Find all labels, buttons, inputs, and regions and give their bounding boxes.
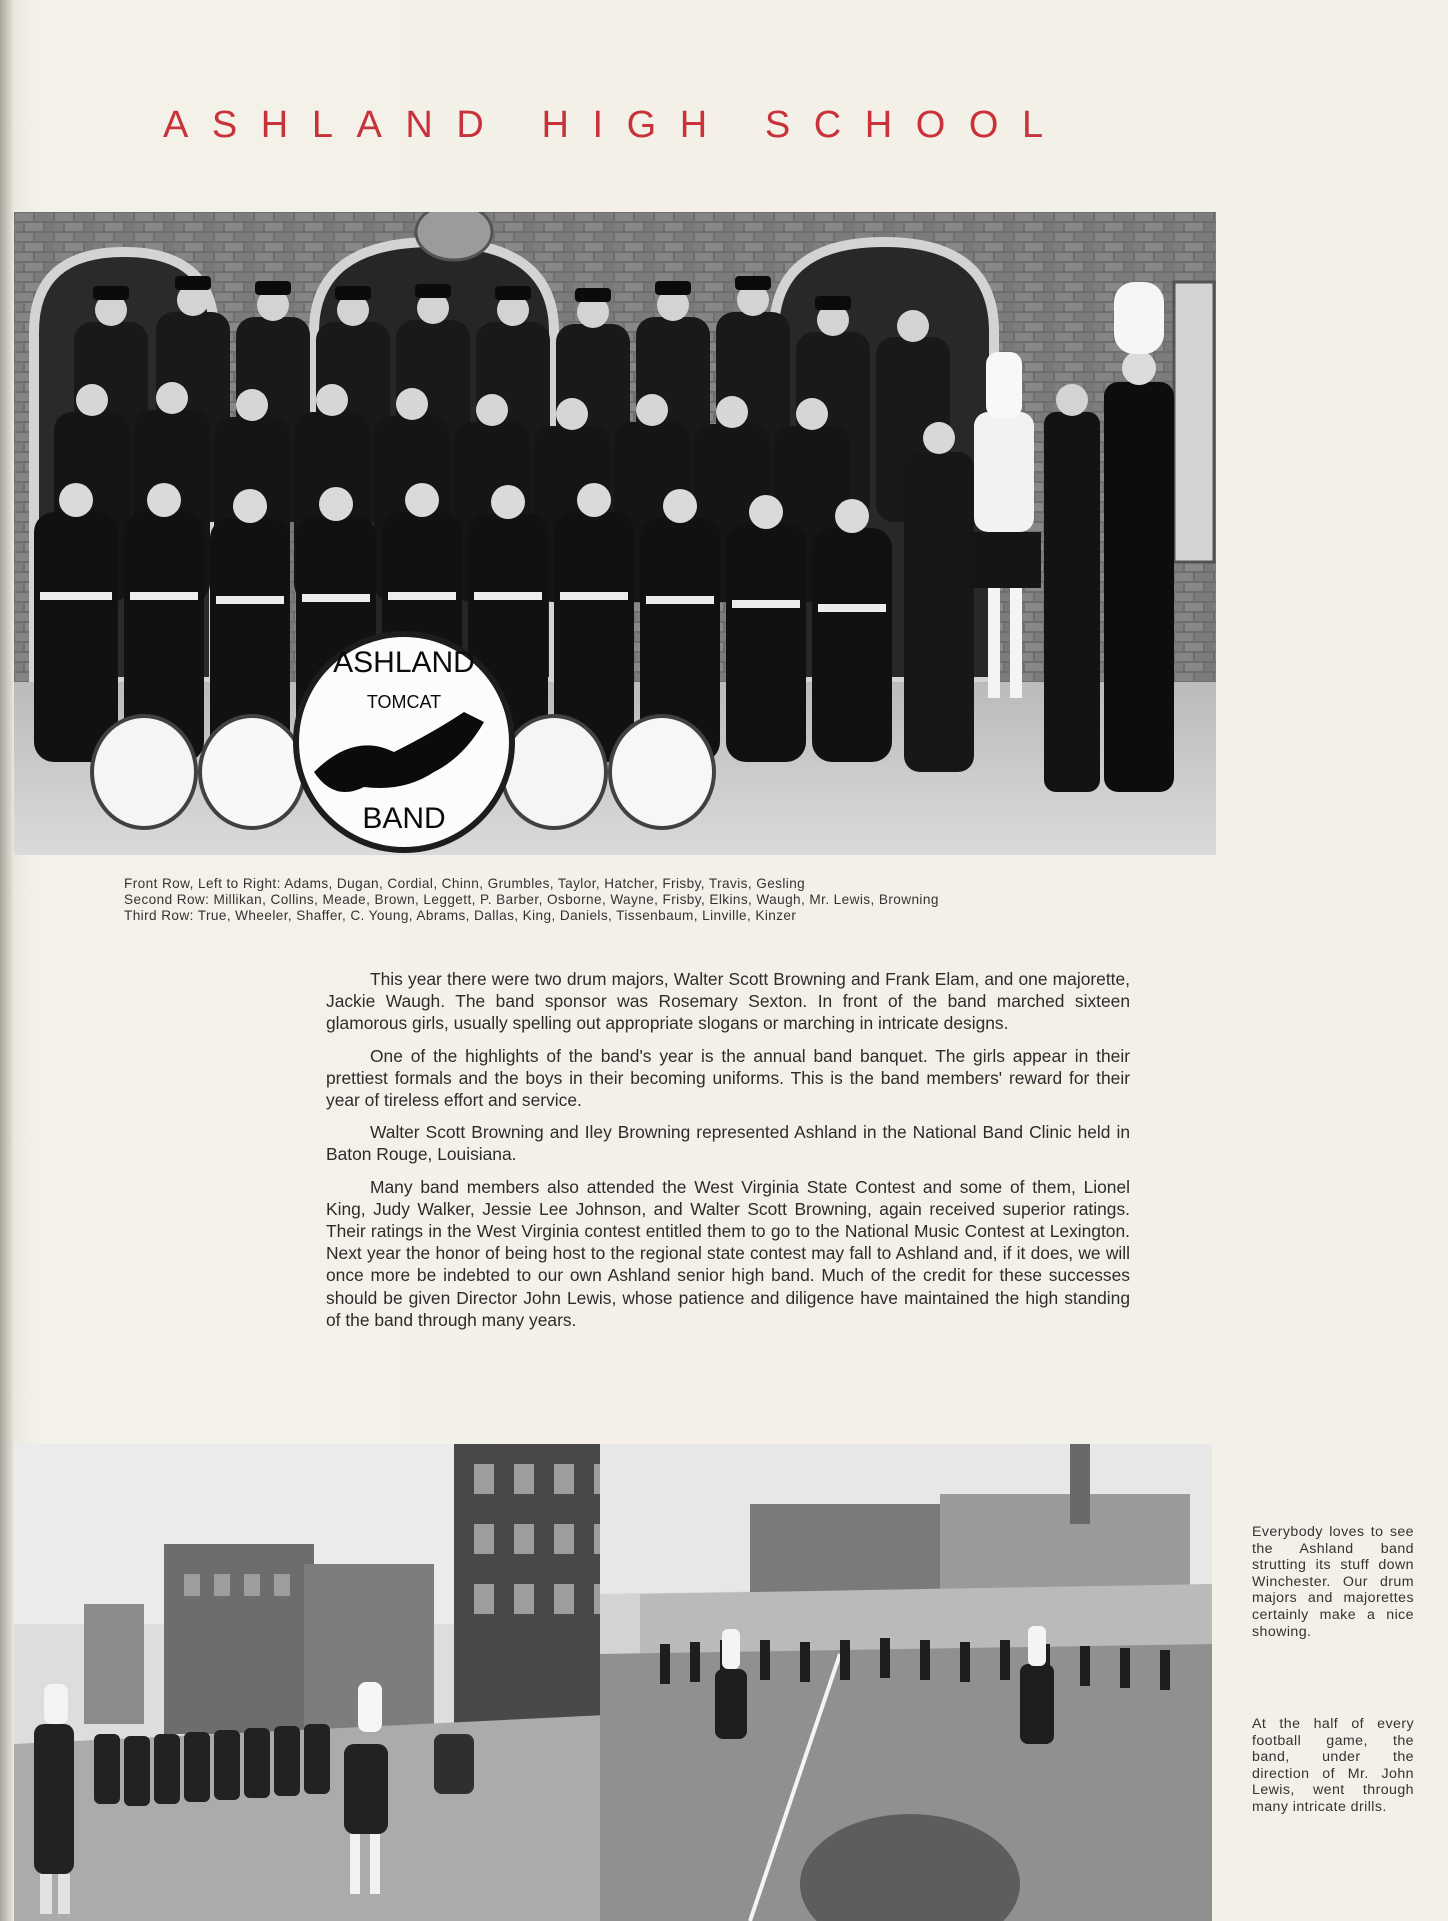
street-parade-photo-image [14, 1444, 626, 1921]
band-photo-caption [124, 876, 939, 924]
caption-second-row: Second Row: Millikan, Collins, Meade, Brown, Leggett, P. Barber, Osborne, Wayne, Frisby, Elkins, Waugh, Mr. Lewis, Browning [124, 892, 939, 907]
football-field-photo [600, 1444, 1212, 1921]
caption-third-row: Third Row: True, Wheeler, Shaffer, C. Young, Abrams, Dallas, King, Daniels, Tissenbaum, Linville, Kinzer [124, 908, 797, 923]
band-group-photo [14, 212, 1216, 855]
street-parade-photo [14, 1444, 626, 1921]
drum-text-bottom: BAND [362, 802, 446, 835]
drum-text-top: ASHLAND [333, 646, 475, 679]
caption-front-row: Front Row, Left to Right: Adams, Dugan, Cordial, Chinn, Grumbles, Taylor, Hatcher, Frisby, Travis, Gesling [124, 876, 806, 891]
field-photo-caption: At the half of every football game, the band, under the direction of Mr. John Lewis, went through many intricate drills. [1252, 1716, 1414, 1815]
drum-text-middle: TOMCAT [366, 692, 442, 712]
article-body [326, 968, 1130, 1341]
page-title: ASHLAND HIGH SCHOOL [163, 104, 1067, 146]
article-paragraph: This year there were two drum majors, Walter Scott Browning and Frank Elam, and one majorette, Jackie Waugh. The band sponsor was Rosemary Sexton. In front of the band marched sixteen glamorous girls, usually spelling out appropriate slogans or marching in intricate designs. [326, 969, 1130, 1034]
page-binding-shadow [0, 0, 14, 1921]
band-group-photo-image [14, 212, 1216, 855]
football-field-photo-image [600, 1444, 1212, 1921]
article-paragraph: Many band members also attended the West Virginia State Contest and some of them, Lionel King, Judy Walker, Jessie Lee Johnson, and Walter Scott Browning, again received superior ratings. Their ratings in the West Virginia contest entitled them to go to the National Music Contest at Lexington. Next year the honor of being host to the regional state contest may fall to Ashland and, if it does, we will once more be indebted to our own Ashland senior high band. Much of the credit for these successes should be given Director John Lewis, whose patience and diligence have maintained the high standing of the band through many years. [326, 1176, 1130, 1330]
article-paragraph: One of the highlights of the band's year is the annual band banquet. The girls appear in their prettiest formals and the boys in their becoming uniforms. This is the band members' reward for their year of tireless effort and service. [326, 1045, 1130, 1111]
street-photo-caption: Everybody loves to see the Ashland band strutting its stuff down Winchester. Our drum majors and majorettes certainly make a nice showing. [1252, 1524, 1414, 1640]
article-paragraph: Walter Scott Browning and Iley Browning represented Ashland in the National Band Clinic held in Baton Rouge, Louisiana. [326, 1122, 1130, 1165]
